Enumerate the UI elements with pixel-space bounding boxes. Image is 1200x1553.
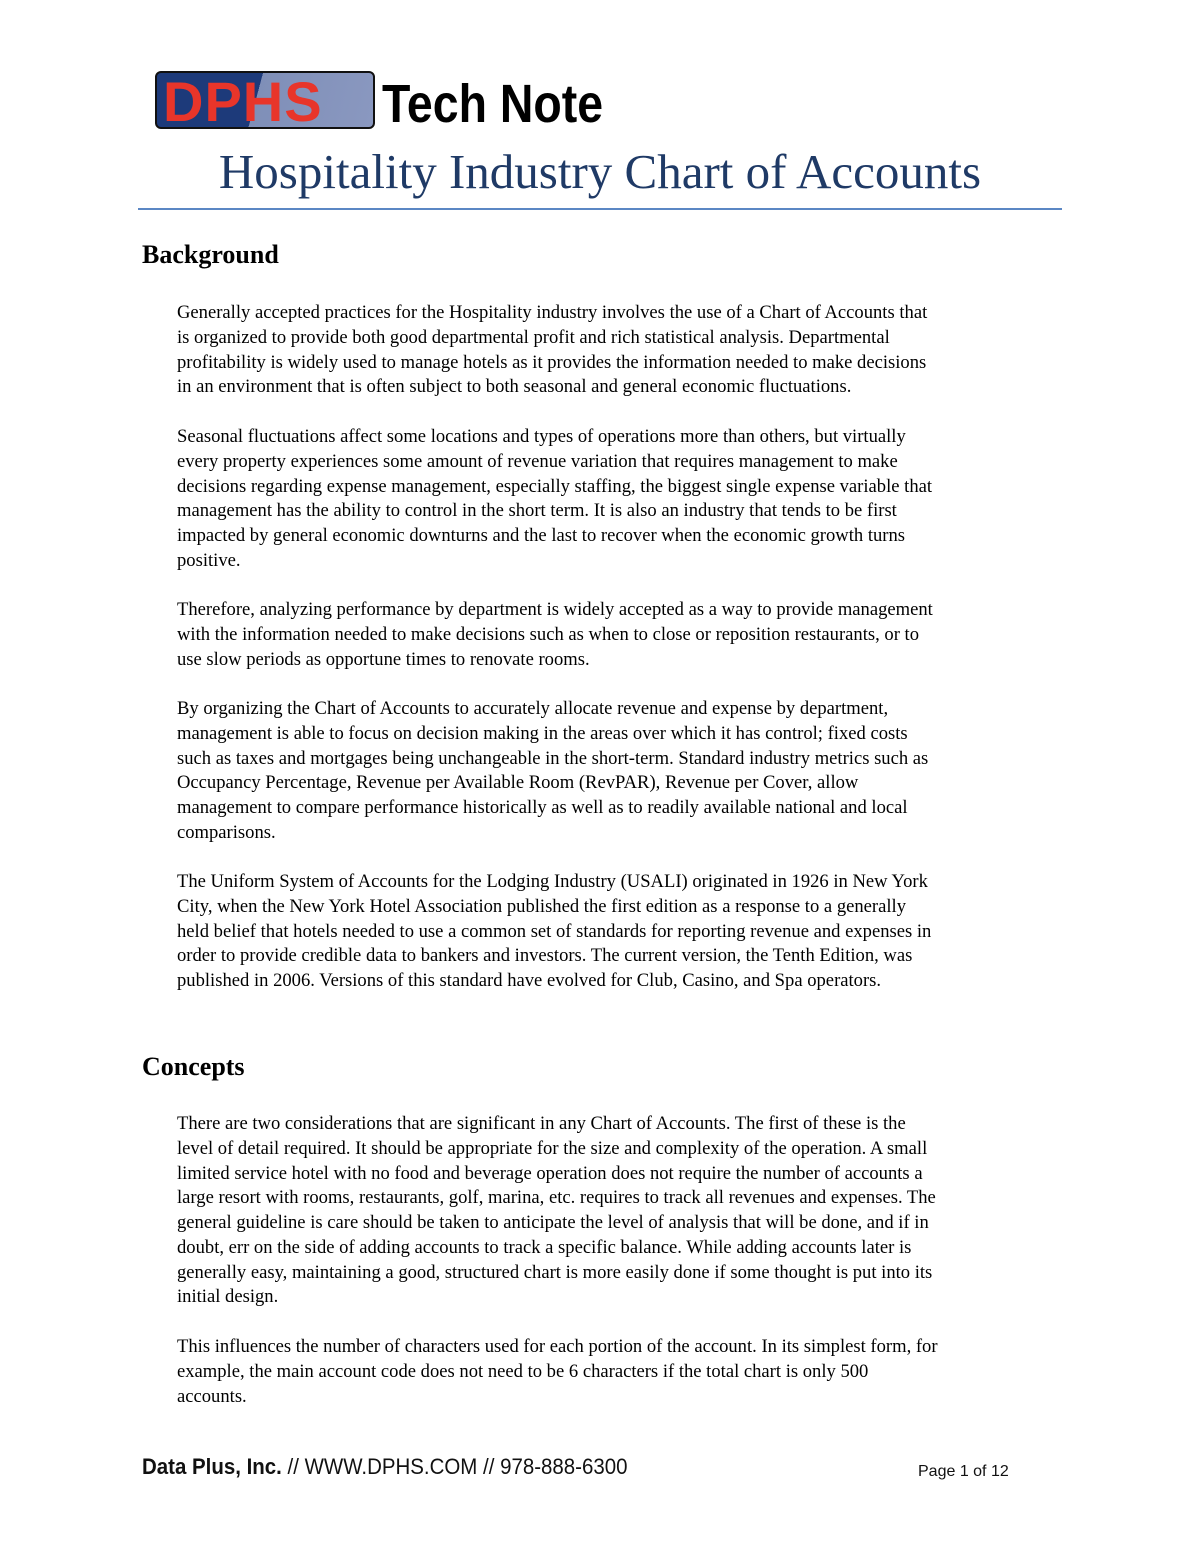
footer-company: Data Plus, Inc. bbox=[142, 1454, 282, 1479]
text-line: positive. bbox=[177, 549, 241, 571]
text-line: Generally accepted practices for the Hospitality industry involves the use of a Chart of Accounts that bbox=[177, 302, 928, 323]
text-line: Occupancy Percentage, Revenue per Available Room (RevPAR), Revenue per Cover, allow bbox=[177, 772, 859, 794]
text-line: such as taxes and mortgages being unchangeable in the short-term. Standard industry metrics such as bbox=[177, 747, 929, 769]
paragraph bbox=[177, 598, 1077, 672]
text-line: management has the ability to control in the short term. It is also an industry that tends to be first bbox=[177, 500, 897, 522]
text-line: held belief that hotels needed to use a common set of standards for reporting revenue and expenses in bbox=[177, 920, 932, 942]
text-line: management to compare performance historically as well as to readily available national and local bbox=[177, 797, 908, 818]
text-line: general guideline is care should be taken to anticipate the level of analysis that will be done, and if in bbox=[177, 1212, 929, 1233]
text-line: comparisons. bbox=[177, 821, 276, 843]
text-line: large resort with rooms, restaurants, golf, marina, etc. requires to track all revenues and expenses. The bbox=[177, 1187, 936, 1209]
text-line: The Uniform System of Accounts for the Lodging Industry (USALI) originated in 1926 in New York bbox=[177, 871, 928, 892]
text-line: example, the main account code does not need to be 6 characters if the total chart is only 500 bbox=[177, 1360, 869, 1382]
text-line: with the information needed to make decisions such as when to close or reposition restaurants, or to bbox=[177, 623, 920, 645]
footer-contact-info: // WWW.DPHS.COM // 978-888-6300 bbox=[281, 1454, 628, 1479]
text-line: is organized to provide both good departmental profit and rich statistical analysis. Departmental bbox=[177, 326, 890, 348]
text-line: level of detail required. It should be appropriate for the size and complexity of the operation. A small bbox=[177, 1137, 928, 1159]
section-heading: Background bbox=[142, 240, 279, 269]
text-line: doubt, err on the side of adding accounts to track a specific balance. While adding accounts later is bbox=[177, 1236, 912, 1258]
text-line: every property experiences some amount of revenue variation that requires management to make bbox=[177, 450, 898, 472]
text-line: Seasonal fluctuations affect some locations and types of operations more than others, but virtually bbox=[177, 426, 906, 447]
text-line: management is able to focus on decision making in the areas over which it has control; fixed costs bbox=[177, 722, 908, 744]
page-number: Page 1 of 12 bbox=[918, 1463, 1009, 1480]
text-line: Therefore, analyzing performance by department is widely accepted as a way to provide management bbox=[177, 599, 933, 620]
logo-text: DPHS bbox=[163, 71, 323, 129]
text-line: This influences the number of characters used for each portion of the account. In its simplest form, for bbox=[177, 1336, 938, 1357]
paragraph bbox=[177, 425, 1077, 574]
text-line: There are two considerations that are significant in any Chart of Accounts. The first of these is the bbox=[177, 1113, 906, 1134]
text-line: order to provide credible data to bankers and investors. The current version, the Tenth Edition, was bbox=[177, 945, 913, 967]
page-title: Hospitality Industry Chart of Accounts bbox=[218, 144, 982, 199]
text-line: decisions regarding expense management, especially staffing, the biggest single expense variable that bbox=[177, 475, 933, 497]
text-line: accounts. bbox=[177, 1385, 247, 1407]
text-line: initial design. bbox=[177, 1286, 279, 1308]
section-heading: Concepts bbox=[142, 1052, 245, 1081]
paragraph bbox=[177, 870, 1077, 994]
paragraph bbox=[177, 1112, 1077, 1310]
title-divider bbox=[138, 208, 1062, 210]
footer-contact bbox=[142, 1454, 628, 1480]
text-line: published in 2006. Versions of this standard have evolved for Club, Casino, and Spa operators. bbox=[177, 970, 882, 991]
paragraph bbox=[177, 1335, 1077, 1409]
text-line: impacted by general economic downturns and the last to recover when the economic growth turns bbox=[177, 525, 906, 546]
text-line: in an environment that is often subject to both seasonal and general economic fluctuations. bbox=[177, 376, 852, 398]
dphs-logo bbox=[155, 71, 375, 129]
text-line: use slow periods as opportune times to renovate rooms. bbox=[177, 648, 590, 670]
text-line: limited service hotel with no food and beverage operation does not require the number of accounts a bbox=[177, 1162, 923, 1184]
paragraph bbox=[177, 301, 1077, 400]
text-line: generally easy, maintaining a good, structured chart is more easily done if some thought is put into its bbox=[177, 1261, 933, 1283]
text-line: City, when the New York Hotel Association published the first edition as a response to a generally bbox=[177, 895, 906, 917]
tech-note-label: Tech Note bbox=[382, 74, 604, 134]
paragraph bbox=[177, 697, 1077, 846]
text-line: By organizing the Chart of Accounts to accurately allocate revenue and expense by department, bbox=[177, 698, 889, 719]
text-line: profitability is widely used to manage hotels as it provides the information needed to make decisions bbox=[177, 351, 927, 373]
